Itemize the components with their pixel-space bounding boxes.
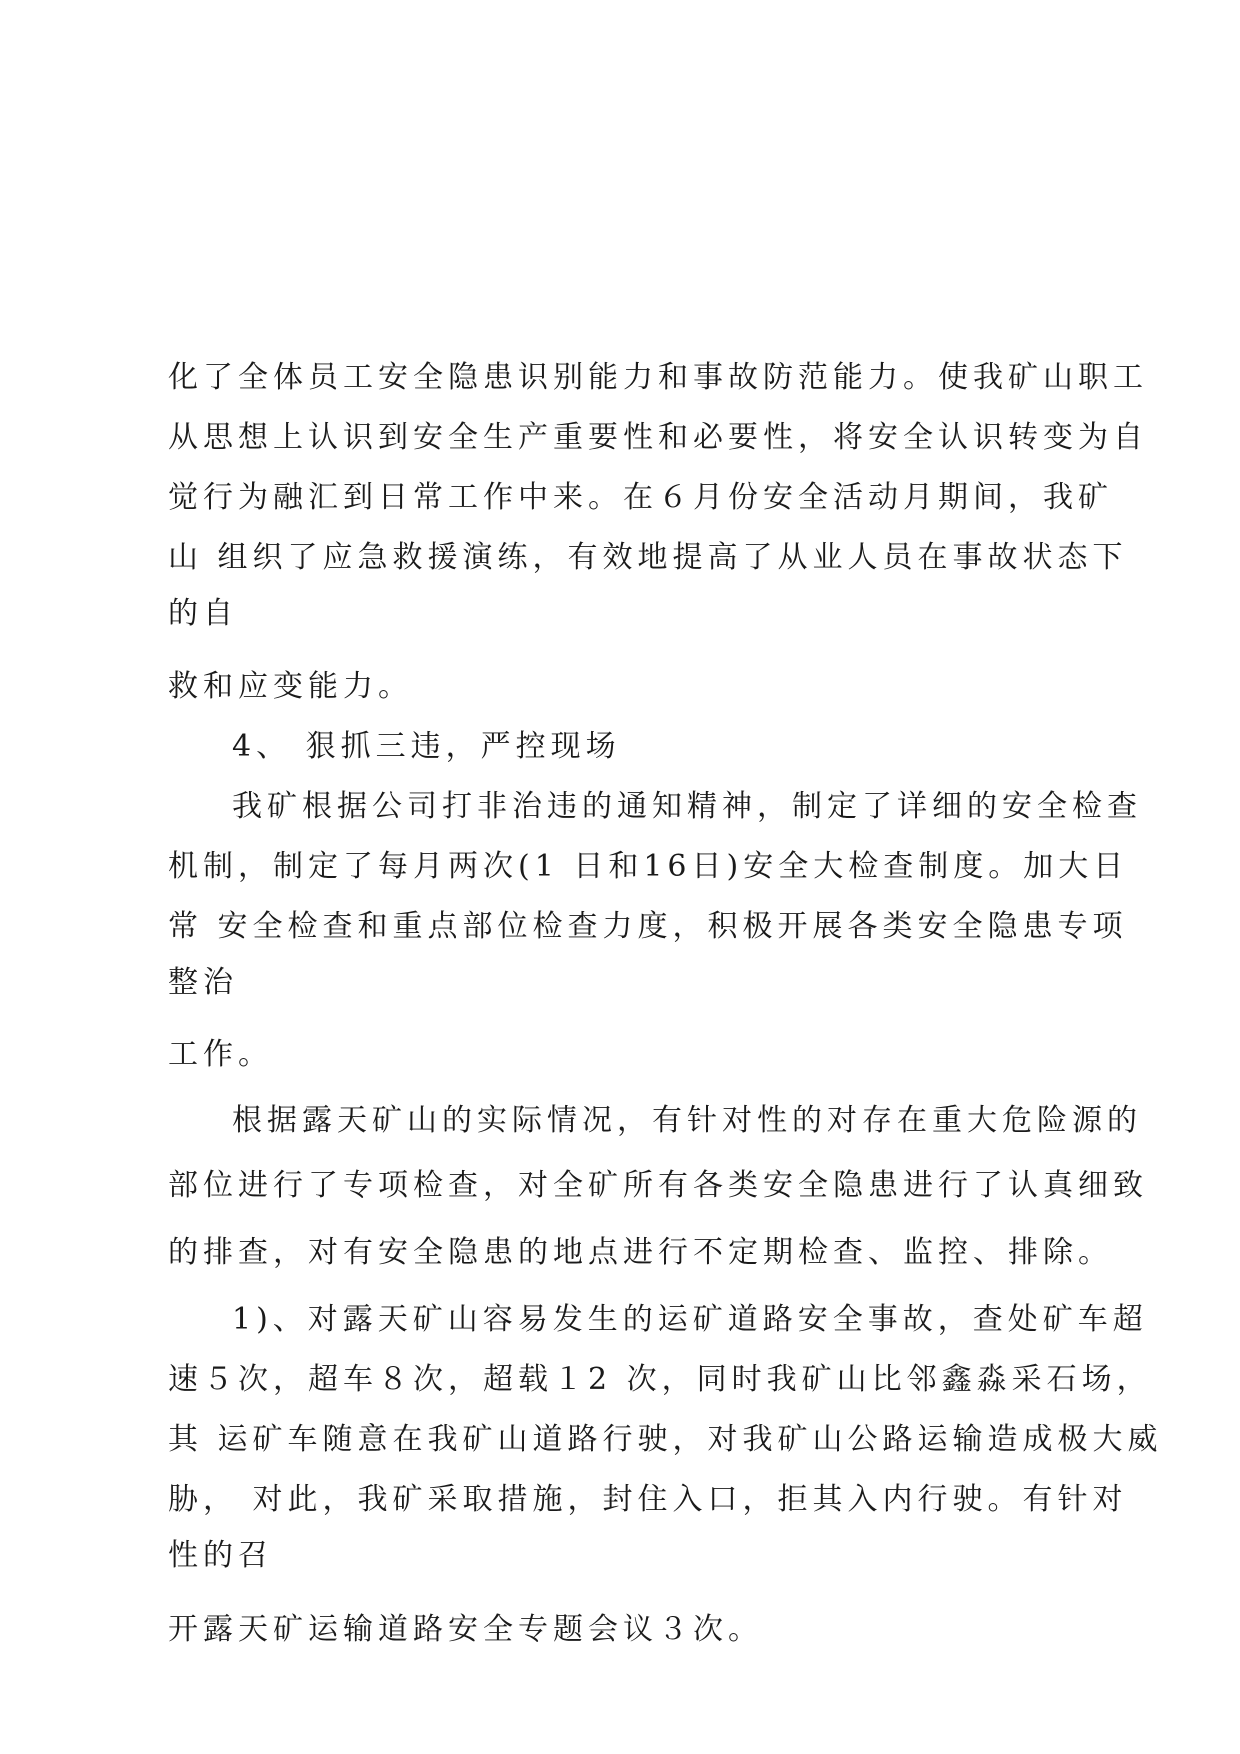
text-line: 其 运矿车随意在我矿山道路行驶，对我矿山公路运输造成极大威 [168, 1422, 1163, 1457]
text-line: 整治 [168, 965, 238, 1000]
text-line: 我矿根据公司打非治违的通知精神，制定了详细的安全检查 [232, 789, 1142, 824]
text-line: 觉行为融汇到日常工作中来。在６月份安全活动月期间，我矿 [168, 480, 1113, 515]
text-line: 1)、对露天矿山容易发生的运矿道路安全事故，查处矿车超 [232, 1302, 1148, 1337]
text-line: 工作。 [168, 1037, 273, 1072]
text-line: 的排查，对有安全隐患的地点进行不定期检查、监控、排除。 [168, 1235, 1113, 1270]
section-heading: 4、 狠抓三违，严控现场 [232, 729, 621, 764]
text-line: 开露天矿运输道路安全专题会议３次。 [168, 1612, 763, 1647]
text-line: 机制，制定了每月两次(1 日和16日)安全大检查制度。加大日 [168, 849, 1129, 884]
text-line: 救和应变能力。 [168, 669, 413, 704]
text-line: 山 组织了应急救援演练，有效地提高了从业人员在事故状态下 [168, 540, 1128, 575]
text-line: 速５次，超车８次，超载１2 次，同时我矿山比邻鑫淼采石场， [168, 1362, 1152, 1397]
text-line: 根据露天矿山的实际情况，有针对性的对存在重大危险源的 [232, 1103, 1142, 1138]
text-line: 胁， 对此，我矿采取措施，封住入口，拒其入内行驶。有针对 [168, 1482, 1128, 1517]
text-line: 化了全体员工安全隐患识别能力和事故防范能力。使我矿山职工 [168, 360, 1148, 395]
text-line: 部位进行了专项检查，对全矿所有各类安全隐患进行了认真细致 [168, 1168, 1148, 1203]
text-line: 从思想上认识到安全生产重要性和必要性，将安全认识转变为自 [168, 420, 1148, 455]
text-line: 常 安全检查和重点部位检查力度，积极开展各类安全隐患专项 [168, 909, 1128, 944]
text-line: 的自 [168, 596, 238, 631]
text-line: 性的召 [168, 1538, 273, 1573]
